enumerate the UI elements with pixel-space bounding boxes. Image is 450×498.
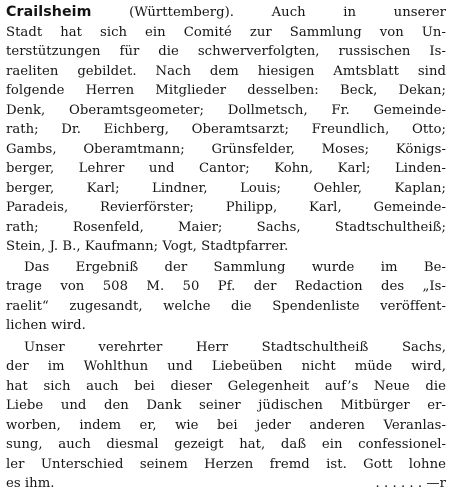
paragraph-collection-result: [6, 258, 446, 336]
text-line: berger, Lehrer und Cantor; Kohn, Karl; Linden-: [6, 161, 446, 176]
text-line: berger, Karl; Lindner, Louis; Oehler, Kaplan;: [6, 180, 446, 196]
text-line: worben, indem er, wie bei jeder anderen Veranlas-: [6, 417, 446, 433]
text-line: Das Ergebniß der Sammlung wurde im Be-: [24, 259, 446, 275]
author-signature: . . . . . . —r: [375, 476, 446, 491]
text-line: Unser verehrter Herr Stadtschultheiß Sachs,: [24, 339, 446, 355]
text-line: hat sich auch bei dieser Gelegenheit auf’s Neue die: [6, 378, 446, 394]
text-line: [6, 3, 446, 23]
text-line: folgende Herren Mitglieder desselben: Beck, Dekan;: [6, 83, 446, 98]
text-line: raeliten gebildet. Nach dem hiesigen Amtsblatt sind: [6, 63, 446, 79]
text-line: raelit“ zugesandt, welche die Spendenliste veröffent-: [6, 298, 446, 314]
text-line: Paradeis, Revierförster; Philipp, Karl, Gemeinde-: [6, 200, 446, 215]
text-line: ler Unterschied seinem Herzen fremd ist. Gott lohne: [6, 456, 446, 472]
text-line: trage von 508 M. 50 Pf. der Redaction des „Is-: [6, 279, 446, 294]
paragraph-committee: [6, 3, 446, 257]
text-line: rath; Rosenfeld, Maier; Sachs, Stadtschultheiß;: [6, 219, 446, 235]
text-line: [6, 474, 446, 494]
text-line-segment: (Württemberg). Auch in unserer: [91, 5, 446, 20]
text-line: rath; Dr. Eichberg, Oberamtsarzt; Freundlich, Otto;: [6, 122, 446, 137]
text-line: Stein, J. B., Kaufmann; Vogt, Stadtpfarrer.: [6, 239, 289, 254]
text-line: Gambs, Oberamtmann; Grünsfelder, Moses; Königs-: [6, 141, 446, 157]
place-name: Crailsheim: [6, 4, 92, 20]
text-line-segment: es ihm.: [6, 476, 55, 491]
paragraph-mayor-thanks: [6, 338, 446, 494]
text-line: lichen wird.: [6, 318, 86, 333]
text-line: der im Wohlthun und Liebeüben nicht müde wird,: [6, 359, 446, 374]
text-line: Stadt hat sich ein Comité zur Sammlung von Un-: [6, 24, 446, 40]
text-line: Denk, Oberamtsgeometer; Dollmetsch, Fr. Gemeinde-: [6, 102, 446, 118]
text-line: sung, auch diesmal gezeigt hat, daß ein confessionel-: [6, 437, 446, 452]
text-line: Liebe und den Dank seiner jüdischen Mitbürger er-: [6, 398, 446, 413]
text-line: terstützungen für die schwerverfolgten, russischen Is-: [6, 44, 446, 59]
